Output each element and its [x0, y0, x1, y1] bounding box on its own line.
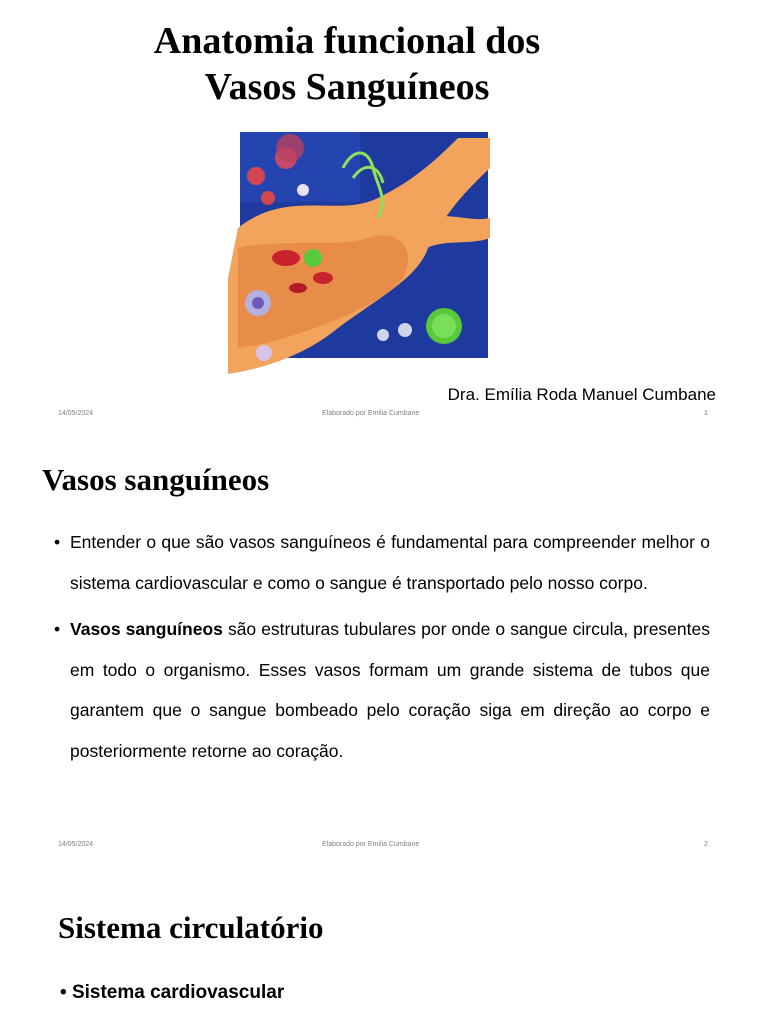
slide-heading: Sistema circulatório	[58, 910, 324, 945]
bullet-icon: •	[54, 619, 61, 639]
bullet-text: são estruturas tubulares por onde o sangue circula, presentes em todo o organismo. Esses vasos formam um grande sistema de tubos que garantem que o sangue bombeado pelo coração siga em direção ao corpo e posteriormente retorne ao coração.	[70, 619, 710, 761]
title-line-2: Vasos Sanguíneos	[204, 66, 490, 108]
list-item	[54, 522, 710, 603]
slide-title	[0, 18, 694, 110]
author-name: Dra. Emília Roda Manuel Cumbane	[447, 385, 716, 404]
bullet-bold-term: Vasos sanguíneos	[70, 619, 223, 639]
footer-author: Elaborado por Emilia Cumbane	[322, 410, 420, 417]
slide-3	[0, 870, 768, 1024]
slide-2	[0, 440, 768, 860]
bullet-icon: •	[54, 532, 61, 552]
bullet-text: Entender o que são vasos sanguíneos é fundamental para compreender melhor o sistema cardiovascular e como o sangue é transportado pelo nosso corpo.	[70, 532, 710, 593]
bullet-text: Sistema cardiovascular	[71, 982, 285, 1003]
title-line-1: Anatomia funcional dos	[153, 20, 541, 62]
list-item	[54, 609, 710, 771]
footer-page-number: 2	[704, 841, 708, 848]
footer-page-number: 1	[704, 410, 708, 417]
slide-1	[0, 0, 768, 430]
footer-author: Elaborado por Emilia Cumbane	[322, 841, 420, 848]
blood-vessel-illustration	[228, 128, 490, 376]
list-item	[60, 982, 284, 1004]
bullet-icon: •	[60, 982, 67, 1003]
footer-date: 14/05/2024	[58, 841, 94, 848]
bullet-list	[54, 522, 710, 777]
slide-heading: Vasos sanguíneos	[42, 462, 270, 497]
footer-date: 14/05/2024	[58, 410, 94, 417]
